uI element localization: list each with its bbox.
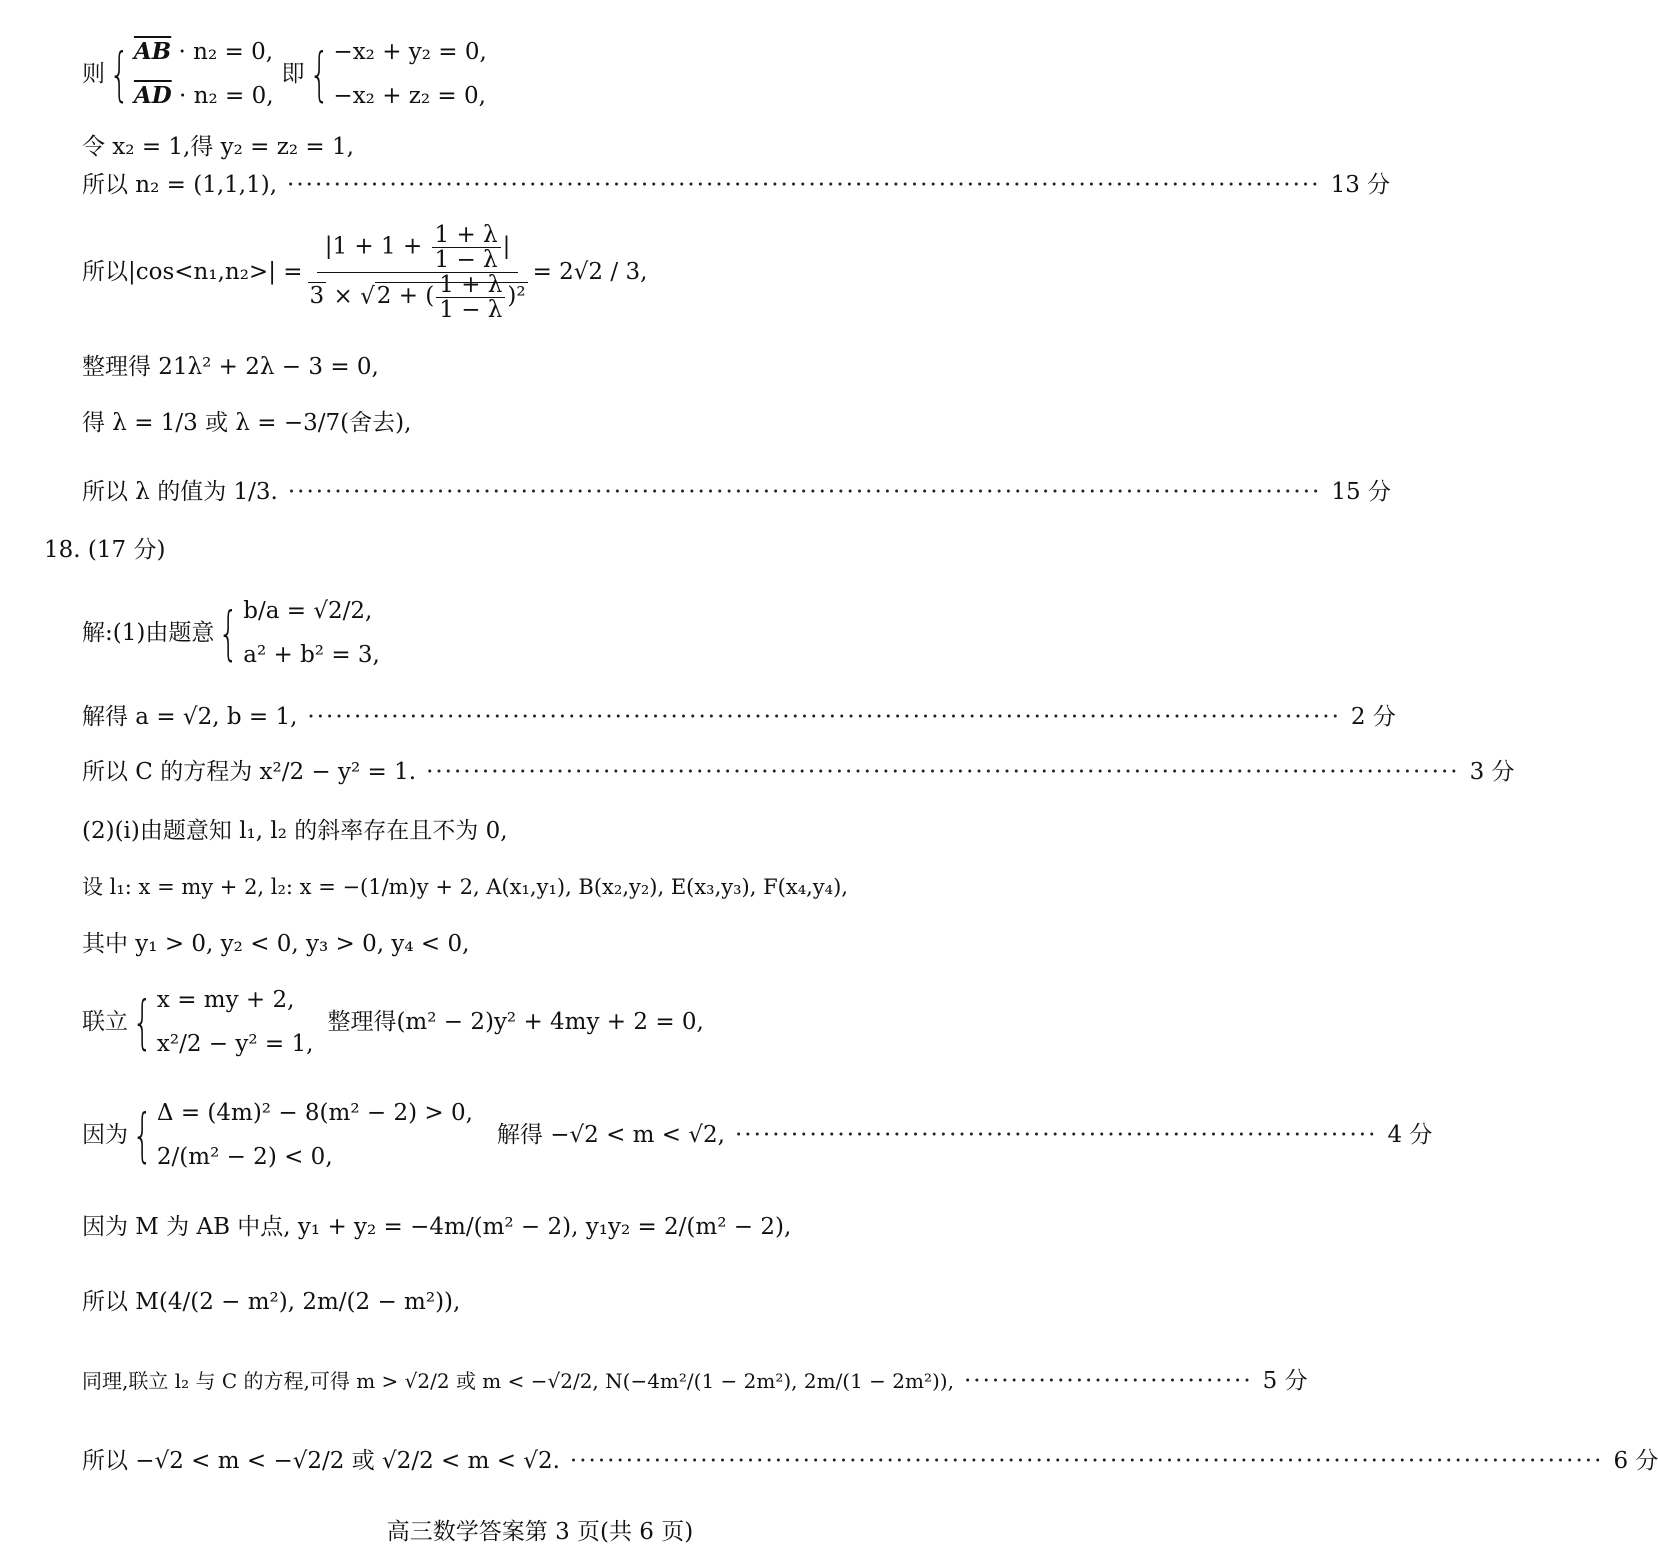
- leader-dots: ·······························: [963, 1368, 1253, 1394]
- where-text: 其中 y₁ > 0, y₂ < 0, y₃ > 0, y₄ < 0,: [82, 931, 470, 957]
- combine-line: [82, 972, 1030, 1072]
- sys-eq-1: −x₂ + y₂ = 0,: [333, 39, 487, 65]
- cos-prefix: 所以|cos<n₁,n₂>| =: [82, 259, 303, 285]
- let-text: 令 x₂ = 1,得 y₂ = z₂ = 1,: [82, 134, 354, 160]
- M-line: [82, 1287, 1030, 1317]
- cos-fraction: |1 + 1 + $\frac{1 + \lambda}{1 - \lambda}$ | 3 × √2 + ( $\frac{1 + \lambda}{1 - \lambda}$ )²: [309, 221, 526, 323]
- where-line: [82, 929, 1030, 959]
- midpoint-text: 因为 M 为 AB 中点, y₁ + y₂ = −4m/(m² − 2), y₁y₂ = 2/(m² − 2),: [82, 1214, 792, 1240]
- ie-label: 即: [281, 61, 305, 87]
- q18-title: 18. (17 分): [44, 537, 166, 563]
- setup-line: [82, 872, 1030, 902]
- similarly-text: 同理,联立 l₂ 与 C 的方程,可得 m > √2/2 或 m < −√2/2, N(−4m²/(1 − 2m²), 2m/(1 − 2m²)),: [82, 1369, 954, 1393]
- leader-dots: ·····································································: [734, 1122, 1378, 1148]
- equation-system: [333, 30, 486, 118]
- cos-line: [82, 212, 1030, 332]
- sys-eq-2: −x₂ + z₂ = 0,: [333, 83, 486, 109]
- setup-text: 设 l₁: x = my + 2, l₂: x = −(1/m)y + 2, A(x₁,y₁), B(x₂,y₂), E(x₃,y₃), F(x₄,y₄),: [82, 875, 848, 899]
- midpoint-line: [82, 1212, 1030, 1242]
- lambda-text: 所以 λ 的值为 1/3.: [82, 479, 278, 505]
- range-text: 所以 −√2 < m < −√2/2 或 √2/2 < m < √2.: [82, 1448, 560, 1474]
- lambda-line: [82, 477, 1391, 507]
- solve-line: [82, 408, 1030, 438]
- score-3: 3 分: [1469, 759, 1515, 785]
- combine-system: [157, 978, 314, 1066]
- simplify-text: 整理得 21λ² + 2λ − 3 = 0,: [82, 354, 379, 380]
- dot-eq-1: · n₂ = 0,: [178, 39, 274, 65]
- leader-dots: ···············································································································: [287, 172, 1321, 198]
- M-coord-text: 所以 M(4/(2 − m²), 2m/(2 − m²)),: [82, 1289, 461, 1315]
- score-13: 13 分: [1330, 172, 1391, 198]
- left-brace: {: [132, 988, 153, 1056]
- range-line: [82, 1446, 1658, 1476]
- because-sys-1: Δ = (4m)² − 8(m² − 2) > 0,: [156, 1100, 473, 1126]
- score-6: 6 分: [1613, 1448, 1658, 1474]
- leader-dots: ···············································································································: [569, 1448, 1604, 1474]
- left-brace: {: [109, 40, 130, 108]
- let-line: [82, 132, 1030, 162]
- ab-text: 解得 a = √2, b = 1,: [82, 704, 298, 730]
- dot-product-system: $\overline{AB} \cdot n_2 = 0$, $\overline{AD} \cdot n_2 = 0$,: [133, 38, 274, 109]
- left-brace: {: [218, 599, 239, 667]
- part2-line: [82, 816, 1030, 846]
- q18-heading: [44, 535, 1030, 565]
- because-line: [82, 1085, 1433, 1185]
- combine-label: 联立: [82, 1009, 128, 1035]
- dot-eq-2: · n₂ = 0,: [179, 83, 274, 109]
- part2-text: (2)(ⅰ)由题意知 l₁, l₂ 的斜率存在且不为 0,: [82, 818, 508, 844]
- score-5: 5 分: [1262, 1368, 1308, 1394]
- left-brace: {: [132, 1101, 153, 1169]
- eq-line: [82, 757, 1515, 787]
- because-result: 解得 −√2 < m < √2,: [496, 1122, 725, 1148]
- left-brace: {: [308, 40, 330, 108]
- score-2: 2 分: [1350, 704, 1396, 730]
- combine-sys-1: x = my + 2,: [156, 987, 295, 1013]
- then-label: 则: [82, 61, 105, 87]
- because-label: 因为: [82, 1122, 128, 1148]
- solve-text: 得 λ = 1/3 或 λ = −3/7(舍去),: [82, 410, 412, 436]
- leader-dots: ···············································································································: [307, 704, 1341, 730]
- intro-sys-2: a² + b² = 3,: [243, 642, 380, 668]
- similarly-line: [82, 1366, 1308, 1396]
- because-sys-2: 2/(m² − 2) < 0,: [156, 1144, 333, 1170]
- n2-text: 所以 n₂ = (1,1,1),: [82, 172, 278, 198]
- combine-sys-2: x²/2 − y² = 1,: [156, 1031, 314, 1057]
- leader-dots: ···············································································································: [426, 759, 1460, 785]
- ab-line: [82, 702, 1396, 732]
- combine-result: 整理得(m² − 2)y² + 4my + 2 = 0,: [327, 1009, 704, 1035]
- simplify-line: [82, 352, 1030, 382]
- cos-rhs: = 2√2 / 3,: [532, 259, 648, 285]
- n2-line: [82, 170, 1391, 200]
- leader-dots: ···············································································································: [287, 479, 1322, 505]
- eq-text: 所以 C 的方程为 x²/2 − y² = 1.: [82, 759, 417, 785]
- page-footer: 高三数学答案第 3 页(共 6 页): [386, 1519, 694, 1545]
- score-15: 15 分: [1331, 479, 1391, 505]
- because-system: [157, 1091, 473, 1179]
- vector-system-line: [82, 28, 1030, 120]
- intro-system: [243, 589, 380, 677]
- intro-sys-1: b/a = √2/2,: [243, 598, 373, 624]
- intro-text: 解:(1)由题意: [82, 620, 215, 646]
- score-4: 4 分: [1387, 1122, 1433, 1148]
- q18-intro: [82, 585, 1030, 681]
